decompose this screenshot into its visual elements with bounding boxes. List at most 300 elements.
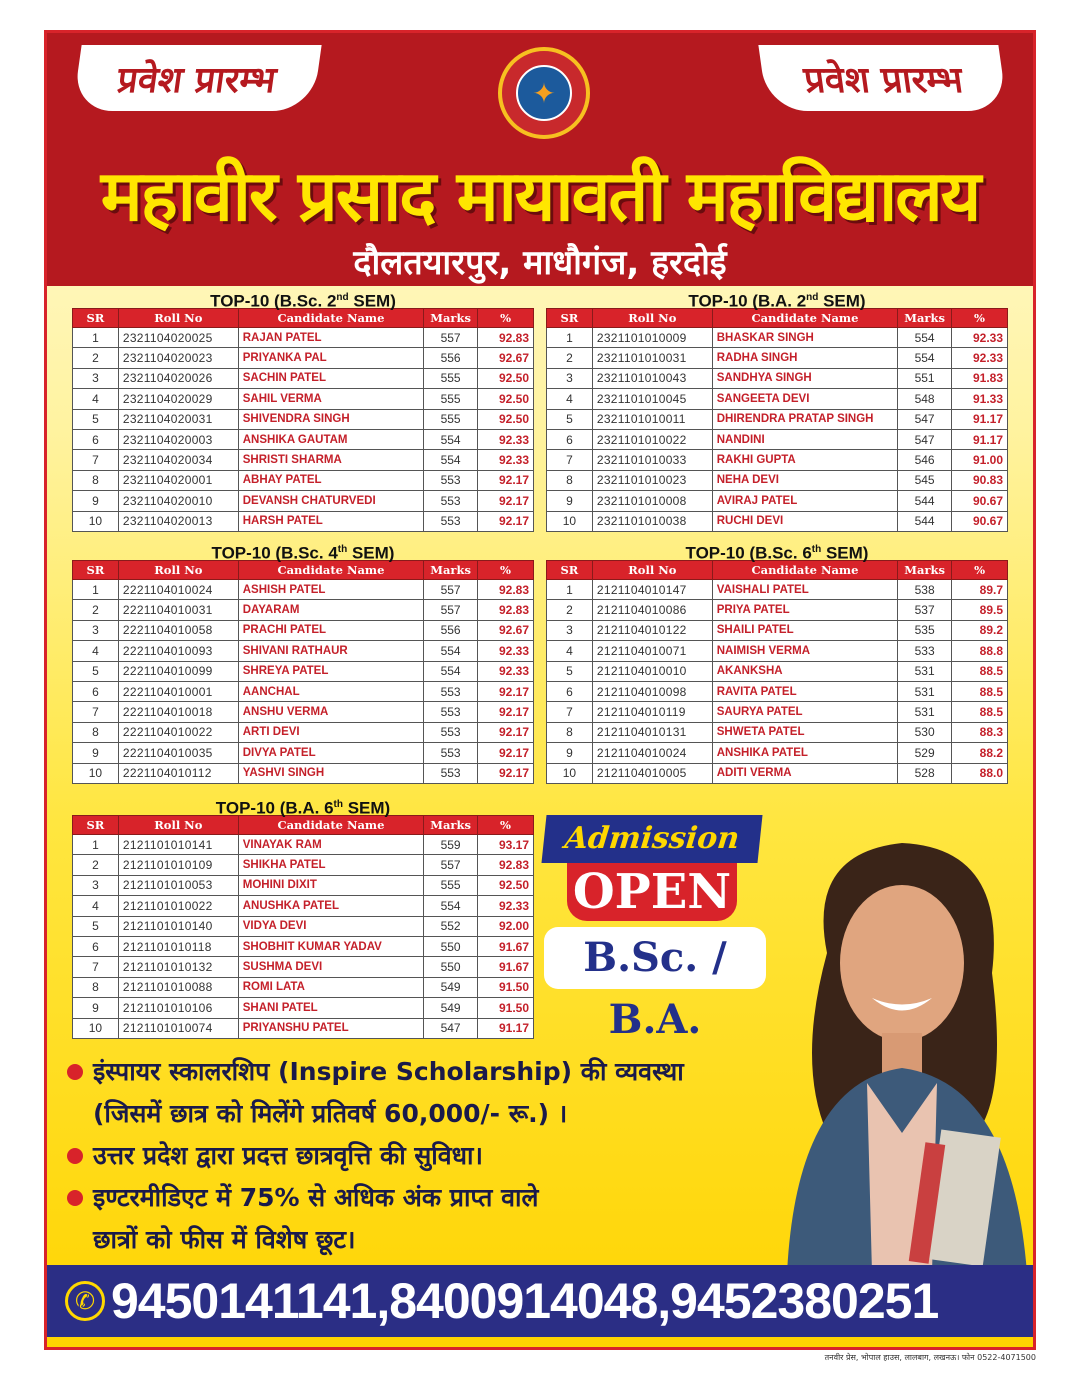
sr-cell: 3 xyxy=(73,368,119,388)
sr-cell: 10 xyxy=(73,763,119,783)
marks-cell: 537 xyxy=(898,600,952,620)
marks-cell: 553 xyxy=(424,491,478,511)
sr-cell: 4 xyxy=(547,641,593,661)
percent-cell: 92.17 xyxy=(478,722,534,742)
percent-cell: 90.67 xyxy=(952,491,1008,511)
marks-cell: 548 xyxy=(898,389,952,409)
name-cell: SANDHYA SINGH xyxy=(712,368,897,388)
name-cell: HARSH PATEL xyxy=(238,511,423,531)
roll-cell: 2221104010099 xyxy=(118,661,238,681)
column-header: Candidate Name xyxy=(238,816,423,835)
name-cell: RAKHI GUPTA xyxy=(712,450,897,470)
name-cell: DEVANSH CHATURVEDI xyxy=(238,491,423,511)
admission-badge-left xyxy=(72,45,321,111)
percent-cell: 92.17 xyxy=(478,743,534,763)
column-header: % xyxy=(478,561,534,580)
marks-cell: 553 xyxy=(424,470,478,490)
college-logo xyxy=(498,47,590,139)
column-header: Candidate Name xyxy=(238,561,423,580)
roll-cell: 2121101010118 xyxy=(118,936,238,956)
percent-cell: 92.17 xyxy=(478,511,534,531)
sr-cell: 2 xyxy=(547,348,593,368)
table-block xyxy=(546,288,1008,532)
percent-cell: 92.33 xyxy=(478,641,534,661)
admission-badge-right xyxy=(758,45,1007,111)
table-row xyxy=(547,409,1008,429)
percent-cell: 91.50 xyxy=(478,977,534,997)
sr-cell: 4 xyxy=(73,896,119,916)
name-cell: ARTI DEVI xyxy=(238,722,423,742)
percent-cell: 92.17 xyxy=(478,681,534,701)
table-row xyxy=(547,511,1008,531)
name-cell: SHREYA PATEL xyxy=(238,661,423,681)
roll-cell: 2321101010038 xyxy=(592,511,712,531)
column-header: Roll No xyxy=(118,561,238,580)
marks-cell: 544 xyxy=(898,491,952,511)
sr-cell: 5 xyxy=(73,916,119,936)
sr-cell: 8 xyxy=(547,470,593,490)
marks-cell: 533 xyxy=(898,641,952,661)
roll-cell: 2221104010018 xyxy=(118,702,238,722)
percent-cell: 89.7 xyxy=(952,580,1008,600)
sr-cell: 8 xyxy=(73,470,119,490)
name-cell: ANSHIKA PATEL xyxy=(712,743,897,763)
roll-cell: 2321101010033 xyxy=(592,450,712,470)
rank-table xyxy=(546,308,1008,532)
table-row xyxy=(547,661,1008,681)
sr-cell: 8 xyxy=(73,977,119,997)
marks-cell: 529 xyxy=(898,743,952,763)
name-cell: VIDYA DEVI xyxy=(238,916,423,936)
column-header: Marks xyxy=(898,561,952,580)
table-block xyxy=(72,795,534,1039)
percent-cell: 92.50 xyxy=(478,389,534,409)
sr-cell: 9 xyxy=(73,491,119,511)
name-cell: YASHVI SINGH xyxy=(238,763,423,783)
table-block xyxy=(546,540,1008,784)
sr-cell: 9 xyxy=(547,743,593,763)
name-cell: SHIVENDRA SINGH xyxy=(238,409,423,429)
sr-cell: 10 xyxy=(73,1018,119,1038)
table-title xyxy=(72,540,534,563)
table-header xyxy=(547,561,1008,580)
benefit-text: (जिसमें छात्र को मिलेंगे प्रतिवर्ष 60,000/- रू.) । xyxy=(93,1099,568,1128)
name-cell: MOHINI DIXIT xyxy=(238,875,423,895)
percent-cell: 91.00 xyxy=(952,450,1008,470)
column-header: % xyxy=(478,309,534,328)
badge-text: प्रवेश प्रारम्भ xyxy=(114,59,279,101)
percent-cell: 92.83 xyxy=(478,600,534,620)
column-header: Roll No xyxy=(118,816,238,835)
sr-cell: 7 xyxy=(547,450,593,470)
percent-cell: 90.67 xyxy=(952,511,1008,531)
percent-cell: 92.33 xyxy=(952,348,1008,368)
marks-cell: 554 xyxy=(424,450,478,470)
sr-cell: 2 xyxy=(73,855,119,875)
roll-cell: 2121104010086 xyxy=(592,600,712,620)
name-cell: SHRISTI SHARMA xyxy=(238,450,423,470)
percent-cell: 88.3 xyxy=(952,722,1008,742)
roll-cell: 2321101010043 xyxy=(592,368,712,388)
table-row xyxy=(73,916,534,936)
admission-open-badge xyxy=(544,815,760,1043)
column-header: % xyxy=(478,816,534,835)
table-row xyxy=(73,620,534,640)
table-header xyxy=(73,816,534,835)
column-header: Marks xyxy=(424,816,478,835)
college-name: महावीर प्रसाद मायावती महाविद्यालय xyxy=(100,155,980,237)
sr-cell: 5 xyxy=(547,661,593,681)
table-header xyxy=(547,309,1008,328)
roll-cell: 2221104010001 xyxy=(118,681,238,701)
column-header: SR xyxy=(73,309,119,328)
percent-cell: 92.17 xyxy=(478,763,534,783)
roll-cell: 2321101010008 xyxy=(592,491,712,511)
roll-cell: 2121104010147 xyxy=(592,580,712,600)
marks-cell: 557 xyxy=(424,855,478,875)
percent-cell: 92.00 xyxy=(478,916,534,936)
admission-open-text: OPEN xyxy=(567,863,737,921)
roll-cell: 2321104020029 xyxy=(118,389,238,409)
benefit-item xyxy=(67,1177,767,1261)
table-row xyxy=(547,429,1008,449)
roll-cell: 2221104010035 xyxy=(118,743,238,763)
benefit-text: उत्तर प्रदेश द्वारा प्रदत्त छात्रवृत्ति की सुविधा। xyxy=(93,1141,483,1170)
roll-cell: 2121104010024 xyxy=(592,743,712,763)
roll-cell: 2321101010009 xyxy=(592,328,712,348)
table-title xyxy=(72,288,534,311)
percent-cell: 92.33 xyxy=(952,328,1008,348)
rank-table xyxy=(72,560,534,784)
name-cell: AANCHAL xyxy=(238,681,423,701)
table-row xyxy=(547,641,1008,661)
percent-cell: 88.5 xyxy=(952,661,1008,681)
marks-cell: 554 xyxy=(424,641,478,661)
sr-cell: 9 xyxy=(73,743,119,763)
sr-cell: 10 xyxy=(73,511,119,531)
roll-cell: 2321104020023 xyxy=(118,348,238,368)
name-cell: SACHIN PATEL xyxy=(238,368,423,388)
roll-cell: 2121101010074 xyxy=(118,1018,238,1038)
marks-cell: 554 xyxy=(898,348,952,368)
table-row xyxy=(73,998,534,1018)
name-cell: ANSHU VERMA xyxy=(238,702,423,722)
percent-cell: 92.50 xyxy=(478,875,534,895)
table-row xyxy=(73,661,534,681)
table-row xyxy=(73,957,534,977)
table-block xyxy=(72,288,534,532)
column-header: Marks xyxy=(898,309,952,328)
sr-cell: 2 xyxy=(547,600,593,620)
roll-cell: 2321101010031 xyxy=(592,348,712,368)
admission-courses: B.Sc. / B.A. xyxy=(544,927,766,989)
column-header: Roll No xyxy=(592,309,712,328)
sr-cell: 7 xyxy=(73,957,119,977)
sr-cell: 3 xyxy=(547,620,593,640)
table-row xyxy=(547,389,1008,409)
name-cell: SHAILI PATEL xyxy=(712,620,897,640)
table-row xyxy=(73,936,534,956)
roll-cell: 2321104020010 xyxy=(118,491,238,511)
table-header xyxy=(73,561,534,580)
table-title-part: nd xyxy=(806,292,819,303)
marks-cell: 553 xyxy=(424,722,478,742)
roll-cell: 2221104010022 xyxy=(118,722,238,742)
roll-cell: 2121101010109 xyxy=(118,855,238,875)
marks-cell: 538 xyxy=(898,580,952,600)
table-title-part: TOP-10 (B.A. 6 xyxy=(215,798,334,818)
table-row xyxy=(73,875,534,895)
marks-cell: 546 xyxy=(898,450,952,470)
name-cell: SHANI PATEL xyxy=(238,998,423,1018)
column-header: SR xyxy=(547,561,593,580)
sr-cell: 5 xyxy=(73,409,119,429)
table-title xyxy=(546,540,1008,563)
roll-cell: 2121104010098 xyxy=(592,681,712,701)
table-title-part: TOP-10 (B.Sc. 6 xyxy=(685,543,812,563)
name-cell: PRIYANSHU PATEL xyxy=(238,1018,423,1038)
percent-cell: 92.83 xyxy=(478,855,534,875)
admission-script: Admission xyxy=(541,815,762,863)
percent-cell: 88.5 xyxy=(952,702,1008,722)
percent-cell: 92.33 xyxy=(478,661,534,681)
table-row xyxy=(73,580,534,600)
sr-cell: 6 xyxy=(547,681,593,701)
sr-cell: 1 xyxy=(547,328,593,348)
roll-cell: 2221104010112 xyxy=(118,763,238,783)
name-cell: NANDINI xyxy=(712,429,897,449)
column-header: Marks xyxy=(424,561,478,580)
phone-numbers[interactable]: 9450141141,8400914048,9452380251 xyxy=(111,1273,939,1329)
sr-cell: 9 xyxy=(73,998,119,1018)
table-row xyxy=(73,470,534,490)
name-cell: RAVITA PATEL xyxy=(712,681,897,701)
name-cell: ASHISH PATEL xyxy=(238,580,423,600)
roll-cell: 2121104010122 xyxy=(592,620,712,640)
table-row xyxy=(547,743,1008,763)
marks-cell: 552 xyxy=(424,916,478,936)
name-cell: PRACHI PATEL xyxy=(238,620,423,640)
column-header: SR xyxy=(547,309,593,328)
table-row xyxy=(547,722,1008,742)
name-cell: VINAYAK RAM xyxy=(238,835,423,855)
percent-cell: 92.17 xyxy=(478,491,534,511)
table-title-part: SEM) xyxy=(347,543,395,563)
table-row xyxy=(547,491,1008,511)
table-row xyxy=(73,681,534,701)
name-cell: SUSHMA DEVI xyxy=(238,957,423,977)
sr-cell: 4 xyxy=(73,389,119,409)
roll-cell: 2321104020003 xyxy=(118,429,238,449)
rank-table xyxy=(546,560,1008,784)
marks-cell: 554 xyxy=(424,429,478,449)
table-row xyxy=(547,470,1008,490)
table-row xyxy=(73,491,534,511)
marks-cell: 547 xyxy=(898,409,952,429)
percent-cell: 88.0 xyxy=(952,763,1008,783)
sr-cell: 2 xyxy=(73,600,119,620)
percent-cell: 88.8 xyxy=(952,641,1008,661)
name-cell: SAHIL VERMA xyxy=(238,389,423,409)
roll-cell: 2221104010093 xyxy=(118,641,238,661)
percent-cell: 93.17 xyxy=(478,835,534,855)
name-cell: NEHA DEVI xyxy=(712,470,897,490)
roll-cell: 2321101010023 xyxy=(592,470,712,490)
percent-cell: 92.67 xyxy=(478,348,534,368)
percent-cell: 91.17 xyxy=(478,1018,534,1038)
name-cell: VAISHALI PATEL xyxy=(712,580,897,600)
marks-cell: 555 xyxy=(424,389,478,409)
name-cell: SHOBHIT KUMAR YADAV xyxy=(238,936,423,956)
marks-cell: 545 xyxy=(898,470,952,490)
printer-credit: तनवीर प्रेस, भोपाल हाउस, लालबाग, लखनऊ। फोन 0522-4071500 xyxy=(824,1353,1036,1362)
marks-cell: 550 xyxy=(424,957,478,977)
name-cell: AVIRAJ PATEL xyxy=(712,491,897,511)
percent-cell: 90.83 xyxy=(952,470,1008,490)
marks-cell: 551 xyxy=(898,368,952,388)
table-title xyxy=(72,795,534,818)
marks-cell: 549 xyxy=(424,977,478,997)
table-block xyxy=(72,540,534,784)
sr-cell: 1 xyxy=(547,580,593,600)
sr-cell: 5 xyxy=(73,661,119,681)
benefit-text: इण्टरमीडिएट में 75% से अधिक अंक प्राप्त वाले xyxy=(93,1183,539,1212)
column-header: Candidate Name xyxy=(238,309,423,328)
name-cell: ANUSHKA PATEL xyxy=(238,896,423,916)
name-cell: ROMI LATA xyxy=(238,977,423,997)
table-header xyxy=(73,309,534,328)
sr-cell: 1 xyxy=(73,580,119,600)
table-title-part: SEM) xyxy=(818,291,866,311)
benefit-text: छात्रों को फीस में विशेष छूट। xyxy=(93,1225,356,1254)
sr-cell: 9 xyxy=(547,491,593,511)
name-cell: DAYARAM xyxy=(238,600,423,620)
percent-cell: 91.17 xyxy=(952,409,1008,429)
table-title-part: SEM) xyxy=(821,543,869,563)
table-row xyxy=(73,896,534,916)
column-header: Candidate Name xyxy=(712,309,897,328)
roll-cell: 2121101010141 xyxy=(118,835,238,855)
benefits-list xyxy=(67,1051,767,1261)
marks-cell: 547 xyxy=(898,429,952,449)
sr-cell: 6 xyxy=(73,429,119,449)
student-photo xyxy=(767,833,1036,1273)
table-title-part: TOP-10 (B.A. 2 xyxy=(688,291,807,311)
table-row xyxy=(73,977,534,997)
sr-cell: 3 xyxy=(547,368,593,388)
table-row xyxy=(547,763,1008,783)
roll-cell: 2321104020025 xyxy=(118,328,238,348)
name-cell: SHIVANI RATHAUR xyxy=(238,641,423,661)
table-row xyxy=(73,763,534,783)
roll-cell: 2121101010088 xyxy=(118,977,238,997)
percent-cell: 92.83 xyxy=(478,580,534,600)
college-address: दौलतयारपुर, माधौगंज, हरदोई xyxy=(353,243,727,283)
name-cell: RAJAN PATEL xyxy=(238,328,423,348)
marks-cell: 555 xyxy=(424,409,478,429)
marks-cell: 553 xyxy=(424,681,478,701)
roll-cell: 2121101010132 xyxy=(118,957,238,977)
poster xyxy=(44,30,1036,1350)
sr-cell: 1 xyxy=(73,835,119,855)
table-title-part: TOP-10 (B.Sc. 4 xyxy=(211,543,338,563)
bullet-icon xyxy=(67,1190,83,1206)
table-row xyxy=(73,429,534,449)
table-row xyxy=(73,835,534,855)
column-header: % xyxy=(952,309,1008,328)
roll-cell: 2121104010119 xyxy=(592,702,712,722)
name-cell: RUCHI DEVI xyxy=(712,511,897,531)
table-row xyxy=(73,511,534,531)
sr-cell: 7 xyxy=(547,702,593,722)
table-row xyxy=(547,681,1008,701)
percent-cell: 88.5 xyxy=(952,681,1008,701)
percent-cell: 89.2 xyxy=(952,620,1008,640)
marks-cell: 553 xyxy=(424,702,478,722)
sr-cell: 3 xyxy=(73,875,119,895)
marks-cell: 544 xyxy=(898,511,952,531)
marks-cell: 553 xyxy=(424,743,478,763)
name-cell: AKANKSHA xyxy=(712,661,897,681)
percent-cell: 91.17 xyxy=(952,429,1008,449)
name-cell: ANSHIKA GAUTAM xyxy=(238,429,423,449)
name-cell: NAIMISH VERMA xyxy=(712,641,897,661)
table-row xyxy=(73,389,534,409)
roll-cell: 2221104010024 xyxy=(118,580,238,600)
percent-cell: 91.33 xyxy=(952,389,1008,409)
sr-cell: 7 xyxy=(73,450,119,470)
marks-cell: 557 xyxy=(424,600,478,620)
rank-table xyxy=(72,815,534,1039)
roll-cell: 2321101010011 xyxy=(592,409,712,429)
name-cell: SAURYA PATEL xyxy=(712,702,897,722)
marks-cell: 553 xyxy=(424,511,478,531)
roll-cell: 2121101010106 xyxy=(118,998,238,1018)
marks-cell: 530 xyxy=(898,722,952,742)
table-row xyxy=(73,348,534,368)
roll-cell: 2121104010071 xyxy=(592,641,712,661)
table-row xyxy=(547,702,1008,722)
rank-table xyxy=(72,308,534,532)
sr-cell: 4 xyxy=(73,641,119,661)
sr-cell: 10 xyxy=(547,763,593,783)
roll-cell: 2121104010010 xyxy=(592,661,712,681)
sr-cell: 6 xyxy=(73,681,119,701)
marks-cell: 550 xyxy=(424,936,478,956)
percent-cell: 92.33 xyxy=(478,896,534,916)
benefit-item xyxy=(67,1135,767,1177)
badge-text: प्रवेश प्रारम्भ xyxy=(801,59,966,101)
name-cell: DHIRENDRA PRATAP SINGH xyxy=(712,409,897,429)
table-row xyxy=(547,580,1008,600)
bullet-icon xyxy=(67,1148,83,1164)
sr-cell: 1 xyxy=(73,328,119,348)
marks-cell: 557 xyxy=(424,328,478,348)
roll-cell: 2121104010005 xyxy=(592,763,712,783)
roll-cell: 2321104020031 xyxy=(118,409,238,429)
marks-cell: 531 xyxy=(898,661,952,681)
sr-cell: 8 xyxy=(547,722,593,742)
percent-cell: 92.33 xyxy=(478,450,534,470)
table-row xyxy=(547,620,1008,640)
marks-cell: 549 xyxy=(424,998,478,1018)
table-row xyxy=(73,600,534,620)
column-header: SR xyxy=(73,561,119,580)
roll-cell: 2121101010053 xyxy=(118,875,238,895)
table-row xyxy=(547,450,1008,470)
percent-cell: 92.67 xyxy=(478,620,534,640)
header-band xyxy=(47,33,1033,286)
